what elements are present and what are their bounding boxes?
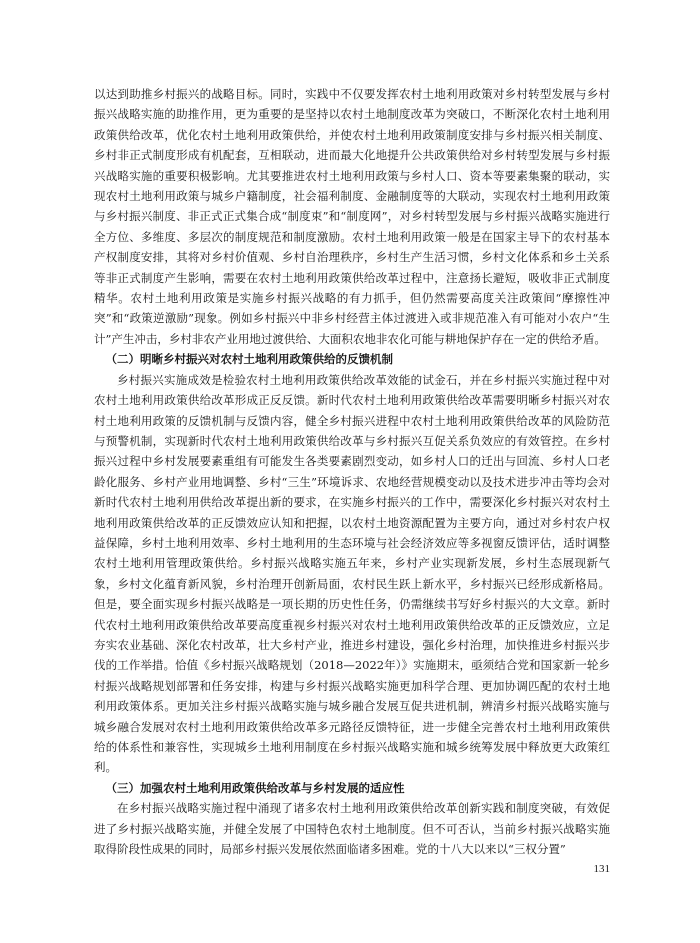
paragraph-continuation: 以达到助推乡村振兴的战略目标。同时，实践中不仅要发挥农村土地利用政策对乡村转型发展与乡村振兴战略实施的助推作用，更为重要的是坚持以农村土地制度改革为突破口，不断深化农村土地利用政策供给改革，优化农村土地利用政策供给，并使农村土地利用政策制度安排与乡村振兴相关制度、乡村非正式制度形成有机配套，互相联动，进而最大化地提升公共政策供给对乡村转型发展与乡村振兴战略实施的重要积极影响。尤其要推进农村土地利用政策与乡村人口、资本等要素集聚的联动，实现农村土地利用政策与城乡户籍制度，社会福利制度、金融制度等的大联动，实现农村土地利用政策与乡村振兴制度、非正式正式集合成“制度束”和“制度网”，对乡村转型发展与乡村振兴战略实施进行全方位、多维度、多层次的制度规范和制度激励。农村土地利用政策一般是在国家主导下的农村基本产权制度安排，其将对乡村价值观、乡村自治理秩序，乡村生产生活习惯，乡村文化体系和乡土关系等非正式制度产生影响，需要在农村土地利用政策供给改革过程中，注意扬长避短，吸收非正式制度精华。农村土地利用政策是实施乡村振兴战略的有力抓手，但仍然需要高度关注政策间“摩擦性冲突”和“政策逆激励”现象。例如乡村振兴中非乡村经营主体过渡进入或非规范准入有可能对小农户“生计”产生冲击，乡村非农产业用地过渡供给、大面积农地非农化可能与耕地保护存在一定的供给矛盾。 [94,87,610,346]
section-heading-3: （三）加强农村土地利用政策供给改革与乡村发展的适应性 [105,780,405,795]
section-2-body: 乡村振兴实施成效是检验农村土地利用政策供给改革效能的试金石，并在乡村振兴实施过程中对农村土地利用政策供给改革形成正反反馈。新时代农村土地利用政策供给改革需要明晰乡村振兴对农村土地利用政策的反馈机制与反馈内容，健全乡村振兴进程中农村土地利用政策供给改革的风险防范与预警机制，实现新时代农村土地利用政策供给改革与乡村振兴互促关系负效应的有效管控。在乡村振兴过程中乡村发展要素重组有可能发生各类要素剧烈变动，如乡村人口的迁出与回流、乡村人口老龄化服务、乡村产业用地调整、乡村“三生”环境诉求、农地经营规模变动以及技术进步冲击等均会对新时代农村土地利用供给改革提出新的要求，在实施乡村振兴的工作中，需要深化乡村振兴对农村土地利用政策供给改革的正反馈效应认知和把握，以农村土地资源配置为主要方向，通过对乡村农户权益保障，乡村土地利用效率、乡村土地利用的生态环境与社会经济效应等多视窗反馈评估，适时调整农村土地利用管理政策供给。乡村振兴战略实施五年来，乡村产业实现新发展，乡村生态展现新气象，乡村文化蕴育新风貌，乡村治理开创新局面，农村民生跃上新水平，乡村振兴已经形成新格局。但是，要全面实现乡村振兴战略是一项长期的历史性任务，仍需继续书写好乡村振兴的大文章。新时代农村土地利用政策供给改革要高度重视乡村振兴对农村土地利用政策供给改革的正反馈效应，立足夯实农业基础、深化农村改革，壮大乡村产业，推进乡村建设，强化乡村治理，加快推进乡村振兴步伐的工作举措。恰值《乡村振兴战略规划（2018—2022年）》实施期末，亟须结合党和国家新一轮乡村振兴战略规划部署和任务安排，构建与乡村振兴战略实施更加科学合理、更加协调匹配的农村土地利用政策体系。更加关注乡村振兴战略实施与城乡融合发展互促共进机制，辨清乡村振兴战略实施与城乡融合发展对农村土地利用政策供给改革多元路径反馈特征，进一步健全完善农村土地利用政策供给的体系性和兼容性，实现城乡土地利用制度在乡村振兴战略实施和城乡统筹发展中释放更大政策红利。 [94,372,610,775]
section-3-body: 在乡村振兴战略实施过程中涌现了诸多农村土地利用政策供给改革创新实践和制度突破，有效促进了乡村振兴战略实施，并健全发展了中国特色农村土地制度。但不可否认，当前乡村振兴战略实施取得阶段性成果的同时，局部乡村振兴发展依然面临诸多困难。党的十八大以来以“三权分置” [94,801,610,857]
section-heading-2: （二）明晰乡村振兴对农村土地利用政策供给的反馈机制 [105,352,393,367]
page-body [94,84,610,859]
page-number: 131 [593,863,610,875]
